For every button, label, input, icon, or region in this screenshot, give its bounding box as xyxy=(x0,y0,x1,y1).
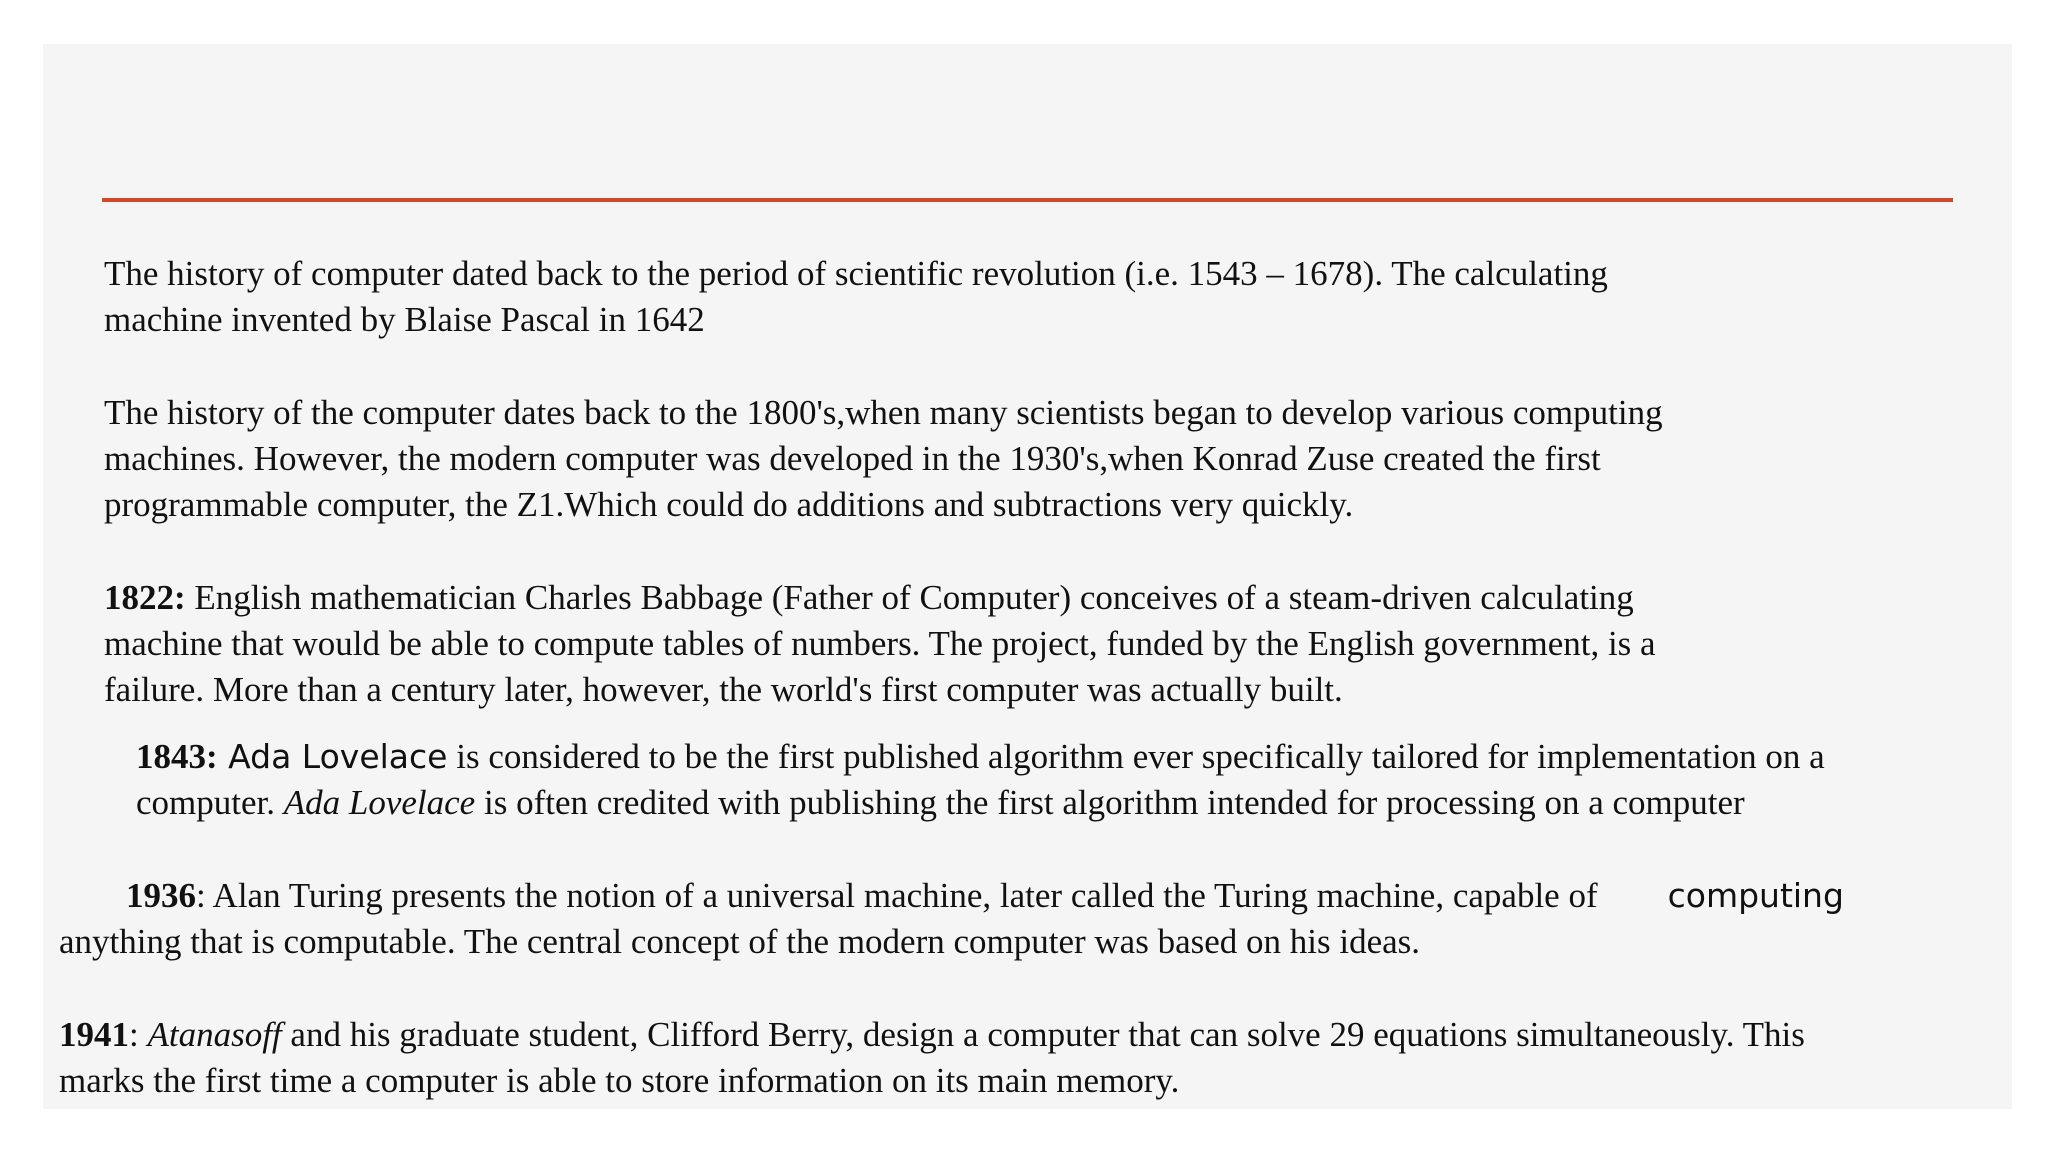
year-1822: 1822: xyxy=(104,578,186,617)
history-1800s-line-2: machines. However, the modern computer was developed in the 1930's,when Konrad Zuse created the first xyxy=(104,439,1601,478)
slide xyxy=(43,44,2012,1109)
entry-1822-line-1 xyxy=(104,575,1634,621)
entry-1843-line-2-rest: is often credited with publishing the first algorithm intended for processing on a computer xyxy=(475,783,1745,822)
entry-1843-line-2-start: computer. xyxy=(136,783,284,822)
entry-1843-line-2 xyxy=(136,780,1745,826)
history-intro-line-2: machine invented by Blaise Pascal in 1642 xyxy=(104,300,705,339)
entry-1936-line-2: anything that is computable. The central concept of the modern computer was based on his ideas. xyxy=(59,922,1421,961)
entry-1941-line-2: marks the first time a computer is able to store information on its main memory. xyxy=(59,1061,1180,1100)
entry-1941-text: and his graduate student, Clifford Berry, design a computer that can solve 29 equations simultaneously. This xyxy=(281,1015,1805,1054)
ada-lovelace-italic: Ada Lovelace xyxy=(283,783,476,822)
history-intro-line-1: The history of computer dated back to the period of scientific revolution (i.e. 1543 – 1678). The calculating xyxy=(104,254,1608,293)
year-1936: 1936 xyxy=(126,876,196,915)
accent-rule xyxy=(102,198,1953,202)
history-1800s-line-1: The history of the computer dates back to the 1800's,when many scientists began to develop various computing xyxy=(104,393,1663,432)
entry-1941-line-1 xyxy=(59,1012,1805,1058)
entry-1822-line-2: machine that would be able to compute tables of numbers. The project, funded by the English government, is a xyxy=(104,624,1656,663)
entry-1936-line-1 xyxy=(126,873,1844,919)
year-1941: 1941 xyxy=(59,1015,129,1054)
ada-lovelace-name: Ada Lovelace xyxy=(217,737,448,776)
entry-1936-text: : Alan Turing presents the notion of a universal machine, later called the Turing machine, capable of xyxy=(196,876,1598,915)
atanasoff-italic: Atanasoff xyxy=(147,1015,282,1054)
entry-1843-text: is considered to be the first published algorithm ever specifically tailored for implementation on a xyxy=(447,737,1825,776)
year-1843: 1843: xyxy=(136,737,218,776)
entry-1822-line-3: failure. More than a century later, however, the world's first computer was actually built. xyxy=(104,670,1343,709)
entry-1936-tail: computing xyxy=(1667,876,1844,915)
history-1800s-line-3: programmable computer, the Z1.Which could do additions and subtractions very quickly. xyxy=(104,485,1354,524)
entry-1843-line-1 xyxy=(136,734,1825,780)
entry-1941-colon: : xyxy=(129,1015,148,1054)
entry-1822-text: English mathematician Charles Babbage (Father of Computer) conceives of a steam-driven calculating xyxy=(185,578,1634,617)
